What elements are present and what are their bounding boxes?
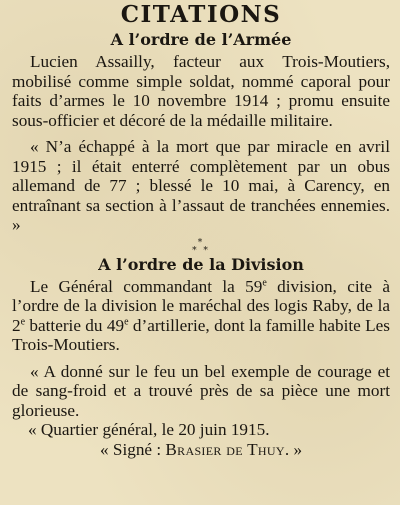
citation-assailly-quote: « N’a échappé à la mort que par miracle en avril 1915 ; il était enterré complètement par un obus allemand de 77 ; blessé le 10 mai, à Carency, en entraînant sa section à l’assaut de tranchées ennemies. »: [12, 137, 390, 234]
raby-text-b: division, cite à l’ordre de la division le maréchal des logis Raby, de la 2: [12, 276, 391, 335]
signature-line: [12, 440, 390, 460]
ordinal-sup: e: [124, 315, 129, 327]
section-heading-armee: A l’ordre de l’Armée: [110, 30, 292, 49]
raby-text-c: batterie du 49: [25, 315, 125, 335]
citation-raby-intro: [12, 277, 390, 355]
headquarters-date-line: « Quartier général, le 20 juin 1915.: [28, 420, 270, 439]
raby-text-d: d’artillerie, dont la famille habite Les Trois-Moutiers.: [12, 315, 390, 354]
signatory-name: Brasier de Thuy: [165, 439, 285, 459]
asterism-bottom: * *: [192, 245, 210, 256]
citation-raby-quote: « A donné sur le feu un bel exemple de courage et de sang-froid et a trouvé près de sa pièce une mort glorieuse.: [12, 361, 390, 420]
ordinal-sup: e: [262, 276, 267, 288]
section-heading-division: A l’ordre de la Division: [98, 254, 304, 274]
page-title: CITATIONS: [120, 1, 282, 28]
signed-suffix: . »: [284, 439, 303, 459]
asterism-separator: [12, 239, 390, 255]
ordinal-sup: e: [20, 315, 26, 327]
raby-text-a: Le Général commandant la 59: [30, 276, 263, 296]
asterism-top: *: [197, 237, 205, 248]
citation-assailly-intro: Lucien Assailly, facteur aux Trois-Moutiers, mobilisé comme simple soldat, nommé caporal pour faits d’armes le 10 novembre 1914 ; promu ensuite sous-officier et décoré de la médaille militaire.: [12, 52, 390, 130]
signed-prefix: « Signé :: [100, 439, 166, 459]
